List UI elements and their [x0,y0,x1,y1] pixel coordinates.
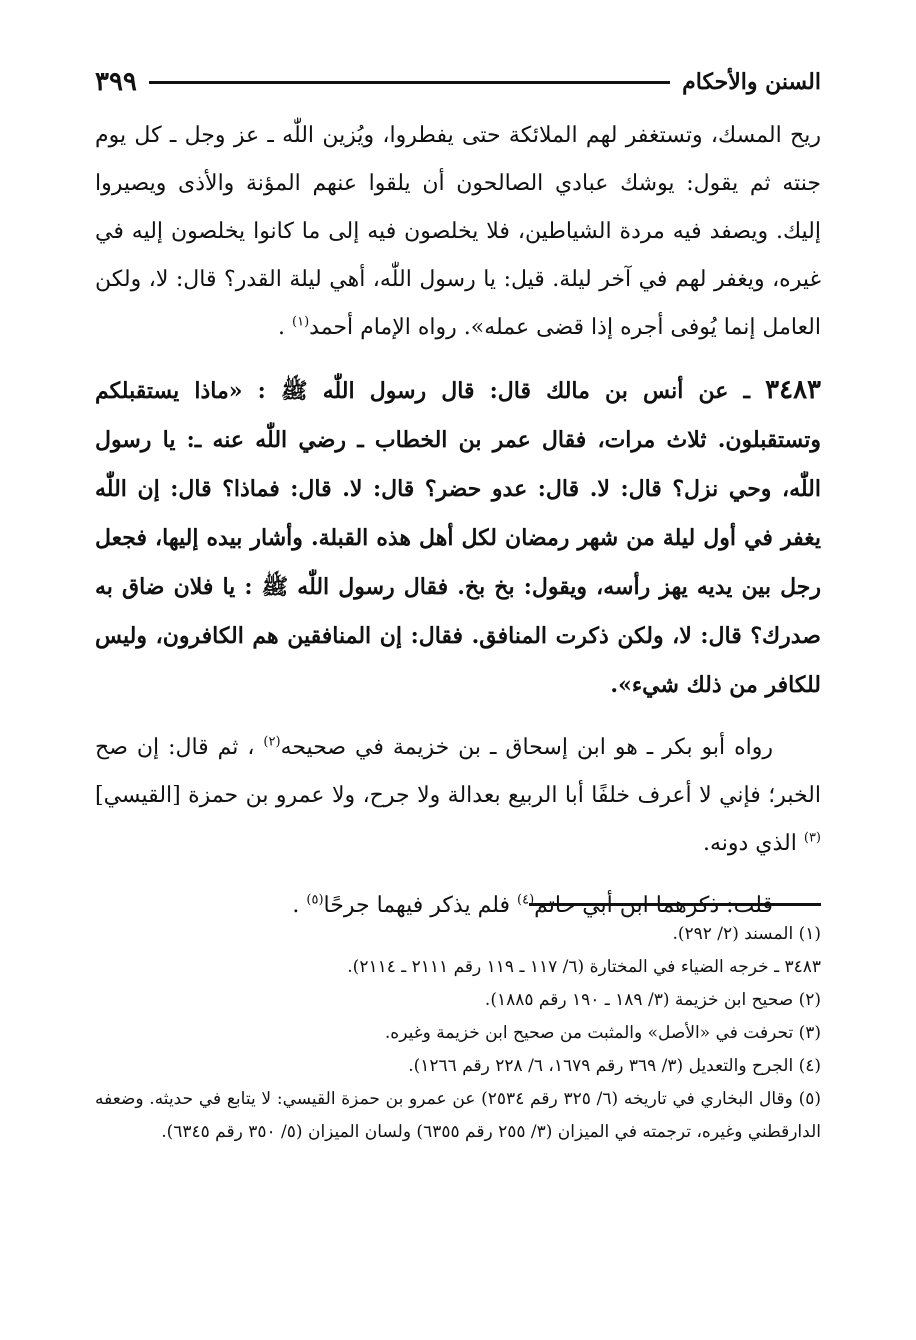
running-title: السنن والأحكام [682,69,821,95]
hadith-3483 [95,366,821,710]
main-text [95,112,821,930]
footnote-ref: (٥) [306,892,324,908]
paragraph-end: . [278,315,292,340]
paragraph-narration [95,724,821,868]
hadith-text: ـ عن أنس بن مالك قال: قال رسول اللّٰه ﷺ : «ماذا يستقبلكم وتستقبلون. ثلاث مرات، فقال عمر بن الخطاب ـ رضي اللّٰه عنه ـ: يا رسول اللّٰه، وحي نزل؟ قال: لا. قال: عدو حضر؟ قال: لا. قال: فماذا؟ قال: إن اللّٰه يغفر في أول ليلة من شهر رمضان لكل أهل هذه القبلة. وأشار بيده إليها، فجعل رجل بين يديه يهز رأسه، ويقول: بخ بخ. فقال رسول اللّٰه ﷺ : يا فلان ضاق به صدرك؟ قال: لا، ولكن ذكرت المنافق. فقال: إن المنافقين هم الكافرون، وليس للكافر من ذلك شيء». [95,378,821,698]
footnote-ref: (٤) [517,892,535,908]
paragraph-text: ريح المسك، وتستغفر لهم الملائكة حتى يفطروا، ويُزين اللّٰه ـ عز وجل ـ كل يوم جنته ثم يقول: يوشك عبادي الصالحون أن يلقوا عنهم المؤنة والأذى ويصيروا إليك. ويصفد فيه مردة الشياطين، فلا يخلصون فيه إلى ما كانوا يخلصون إليه في غيره، ويغفر لهم في آخر ليلة. قيل: يا رسول اللّٰه، أهي ليلة القدر؟ قال: لا، ولكن العامل إنما يُوفى أجره إذا قضى عمله». رواه الإمام أحمد [95,123,821,340]
footnote: (٣) تحرفت في «الأصل» والمثبت من صحيح ابن خزيمة وغيره. [384,1023,821,1043]
footnote-ref: (١) [292,314,310,330]
footnote: (٤) الجرح والتعديل (٣/ ٣٦٩ رقم ١٦٧٩، ٦/ ٢٢٨ رقم ١٢٦٦). [408,1056,821,1076]
footnote: ٣٤٨٣ ـ خرجه الضياء في المختارة (٦/ ١١٧ ـ ١١٩ رقم ٢١١١ ـ ٢١١٤). [347,957,821,977]
paragraph-text: رواه أبو بكر ـ هو ابن إسحاق ـ بن خزيمة في صحيحه [280,735,773,760]
page-header [95,62,821,102]
header-rule [149,81,670,84]
footnote: (١) المسند (٢/ ٢٩٢). [672,924,821,944]
footnote: (٢) صحيح ابن خزيمة (٣/ ١٨٩ ـ ١٩٠ رقم ١٨٨٥). [484,990,821,1010]
hadith-number: ٣٤٨٣ [765,375,821,405]
paragraph-continued [95,112,821,352]
paragraph-text: قلت: ذكرهما ابن أبي حاتم [534,893,773,918]
footnotes [95,918,821,1149]
paragraph-text: فلم يذكر فيهما جرحًا [323,893,518,918]
footnote-ref: (٢) [263,734,281,750]
footnote-ref: (٣) [803,830,821,846]
paragraph-text: الذي دونه. [702,831,804,856]
paragraph-text: . [292,893,307,918]
paragraph-text: ، ثم قال: إن صح الخبر؛ فإني لا أعرف خلفًا أبا الربيع بعدالة ولا جرح، ولا عمرو بن حمزة [القيسي] [95,735,821,808]
footnote-separator [529,903,821,906]
page-number: ٣٩٩ [95,67,137,97]
footnote: (٥) وقال البخاري في تاريخه (٦/ ٣٢٥ رقم ٢٥٣٤) عن عمرو بن حمزة القيسي: لا يتابع في حديثه. وضعفه الدارقطني وغيره، ترجمته في الميزان (٣/ ٢٥٥ رقم ٦٣٥٥) ولسان الميزان (٥/ ٣٥٠ رقم ٦٣٤٥). [95,1089,821,1142]
